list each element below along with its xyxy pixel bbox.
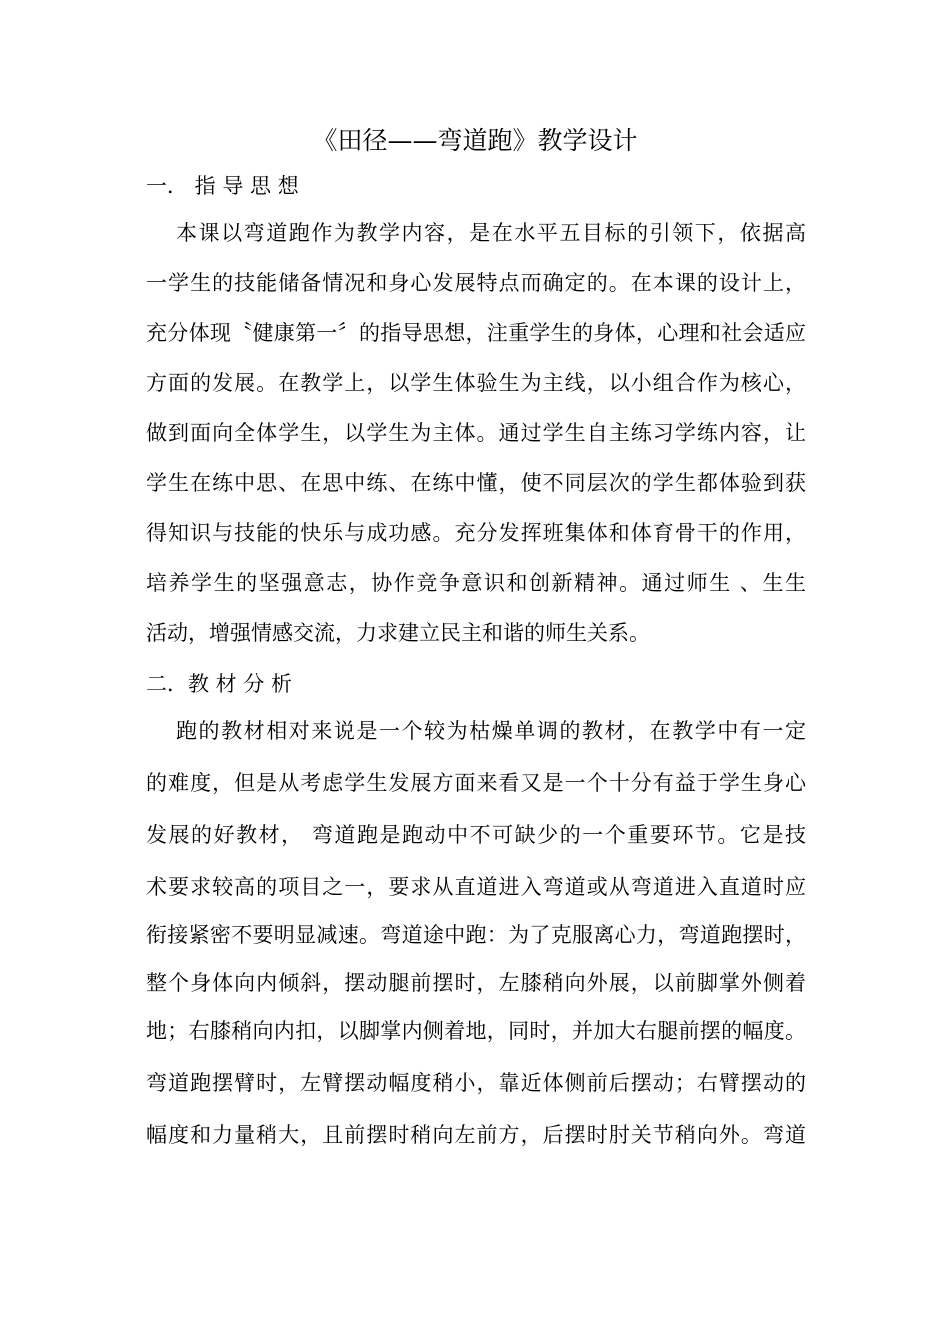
paragraph-line: 整个身体向内倾斜，摆动腿前摆时，左膝稍向外展，以前脚掌外侧着 — [146, 971, 806, 995]
paragraph-line: 幅度和力量稍大，且前摆时稍向左前方，后摆时肘关节稍向外。弯道 — [146, 1123, 806, 1147]
paragraph-line: 方面的发展。在教学上，以学生体验生为主线，以小组合作为核心， — [146, 371, 806, 395]
paragraph-line: 地；右膝稍向内扣，以脚掌内侧着地，同时，并加大右腿前摆的幅度。 — [146, 1019, 806, 1043]
paragraph-line: 活动，增强情感交流，力求建立民主和谐的师生关系。 — [146, 621, 650, 645]
paragraph-line: 发展的好教材， 弯道跑是跑动中不可缺少的一个重要环节。它是技 — [146, 823, 806, 847]
paragraph-line: 的难度，但是从考虑学生发展方面来看又是一个十分有益于学生身心 — [146, 771, 806, 795]
paragraph-line: 培养学生的坚强意志，协作竞争意识和创新精神。通过师生 、生生 — [146, 571, 806, 595]
paragraph-line: 学生在练中思、在思中练、在练中懂，使不同层次的学生都体验到获 — [146, 471, 806, 495]
paragraph-line: 充分体现〝健康第一〞的指导思想，注重学生的身体，心理和社会适应 — [146, 321, 806, 345]
paragraph-line: 得知识与技能的快乐与成功感。充分发挥班集体和体育骨干的作用， — [146, 521, 806, 545]
paragraph-line: 跑的教材相对来说是一个较为枯燥单调的教材，在教学中有一定 — [176, 719, 806, 743]
section-heading-material-analysis: 二．教 材 分 析 — [146, 672, 293, 696]
document-title: 《田径——弯道跑》教学设计 — [312, 126, 638, 155]
section-heading-guiding-ideology: 一． 指 导 思 想 — [146, 174, 299, 198]
paragraph-line: 弯道跑摆臂时，左臂摆动幅度稍小，靠近体侧前后摆动；右臂摆动的 — [146, 1071, 806, 1095]
paragraph-line: 衔接紧密不要明显减速。弯道途中跑：为了克服离心力，弯道跑摆时， — [146, 923, 806, 947]
paragraph-line: 一学生的技能储备情况和身心发展特点而确定的。在本课的设计上， — [146, 271, 806, 295]
paragraph-line: 本课以弯道跑作为教学内容，是在水平五目标的引领下，依据高 — [176, 221, 806, 245]
paragraph-line: 术要求较高的项目之一，要求从直道进入弯道或从弯道进入直道时应 — [146, 875, 806, 899]
paragraph-line: 做到面向全体学生，以学生为主体。通过学生自主练习学练内容，让 — [146, 421, 806, 445]
